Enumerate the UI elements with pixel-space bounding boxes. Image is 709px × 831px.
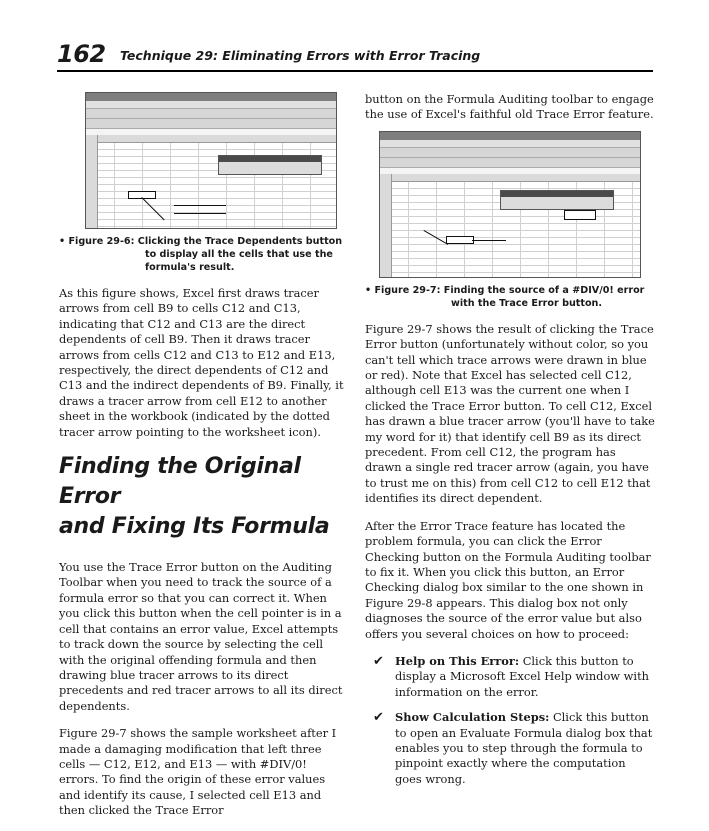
selected-cell-c12 <box>446 236 474 244</box>
auditing-toolbar-palette <box>500 190 614 210</box>
list-item: ✔ Show Calculation Steps: Click this button to open an Evaluate Formula dialog box that enables you to step through the formula to pinpoint exactly where the computation goes wrong. <box>373 710 653 786</box>
worksheet-grid <box>380 174 640 277</box>
tracer-arrow <box>472 240 506 241</box>
paragraph: You use the Trace Error button on the Auditing Toolbar when you need to track the source of a formula error so that you can correct it. When you click this button when the cell pointer is in a cell that contains an error value, Excel attempts to track down the source by selecting the cell with the original offending formula and then drawing blue tracer arrows to its direct precedents and red tracer arrows to all its direct dependents. <box>59 560 343 713</box>
auditing-toolbar-palette <box>218 155 322 175</box>
list-item: ✔ Help on This Error: Click this button to display a Microsoft Excel Help window with information on the error. <box>373 653 649 699</box>
page-number: 162 <box>57 40 106 68</box>
tracer-arrow <box>174 205 226 206</box>
figure-29-6-caption: • Figure 29-6: Clicking the Trace Dependents button to display all the cells that use the formula's result. <box>59 236 343 273</box>
checkmark-icon: ✔ <box>373 653 384 669</box>
tracer-arrow <box>174 213 226 214</box>
paragraph: As this figure shows, Excel first draws tracer arrows from cell B9 to cells C12 and C13, indicating that C12 and C13 are the direct dependents of cell B9. Then it draws tracer arrows from cells C12 and C13 to E12 and E13, respectively, the direct dependents of C12 and C13 and the indirect dependents of B9. Finally, it draws a tracer arrow from cell E12 to another sheet in the workbook (indicated by the dotted tracer arrow pointing to the worksheet icon). <box>59 286 344 439</box>
menu-bar <box>380 140 640 148</box>
column-headers <box>380 174 640 182</box>
standard-toolbar <box>380 148 640 158</box>
standard-toolbar <box>86 109 336 119</box>
tooltip <box>564 210 596 220</box>
formatting-toolbar <box>86 119 336 129</box>
tracer-arrow <box>141 197 164 220</box>
formatting-toolbar <box>380 158 640 168</box>
column-headers <box>86 135 336 143</box>
left-column <box>59 92 347 831</box>
menu-bar <box>86 101 336 109</box>
window-title-bar <box>86 93 336 101</box>
window-title-bar <box>380 132 640 140</box>
tracer-arrow <box>424 230 449 245</box>
section-heading: Finding the Original Error and Fixing Its Formula <box>59 454 330 540</box>
figure-29-6-screenshot <box>85 92 337 229</box>
figure-29-7-screenshot <box>379 131 641 278</box>
paragraph: Figure 29-7 shows the result of clicking the Trace Error button (unfortunately without color, so you can't tell which trace arrows were drawn in blue or red). Note that Excel has selected cell C12, although cell E13 was the current one when I clicked the Trace Error button. To cell C12, Excel has drawn a blue tracer arrow (you'll have to take my word for it) that identify cell B9 as its direct precedent. From cell C12, the program has drawn a single red tracer arrow (again, you have to trust me on this) from cell C12 to cell E12 that identifies its direct dependent. <box>365 321 655 506</box>
worksheet-grid <box>86 135 336 228</box>
row-headers <box>380 174 392 277</box>
paragraph: button on the Formula Auditing toolbar to engage the use of Excel's faithful old Trace Error feature. <box>365 92 654 122</box>
figure-29-7-caption: • Figure 29-7: Finding the source of a #DIV/0! error with the Trace Error button. <box>365 284 645 309</box>
row-headers <box>86 135 98 228</box>
right-column <box>365 92 655 797</box>
paragraph: Figure 29-7 shows the sample worksheet after I made a damaging modification that left three cells — C12, E12, and E13 — with #DIV/0! errors. To find the origin of these error values and identify its cause, I selected cell E13 and then clicked the Trace Error <box>59 726 337 818</box>
running-header <box>57 38 653 72</box>
running-title: Technique 29: Eliminating Errors with Error Tracing <box>120 48 481 63</box>
checkmark-icon: ✔ <box>373 710 384 726</box>
paragraph: After the Error Trace feature has located the problem formula, you can click the Error Checking button on the Formula Auditing toolbar to fix it. When you click this button, an Error Checking dialog box similar to the one shown in Figure 29-8 appears. This dialog box not only diagnoses the source of the error value but also offers you several choices on how to proceed: <box>365 518 651 641</box>
